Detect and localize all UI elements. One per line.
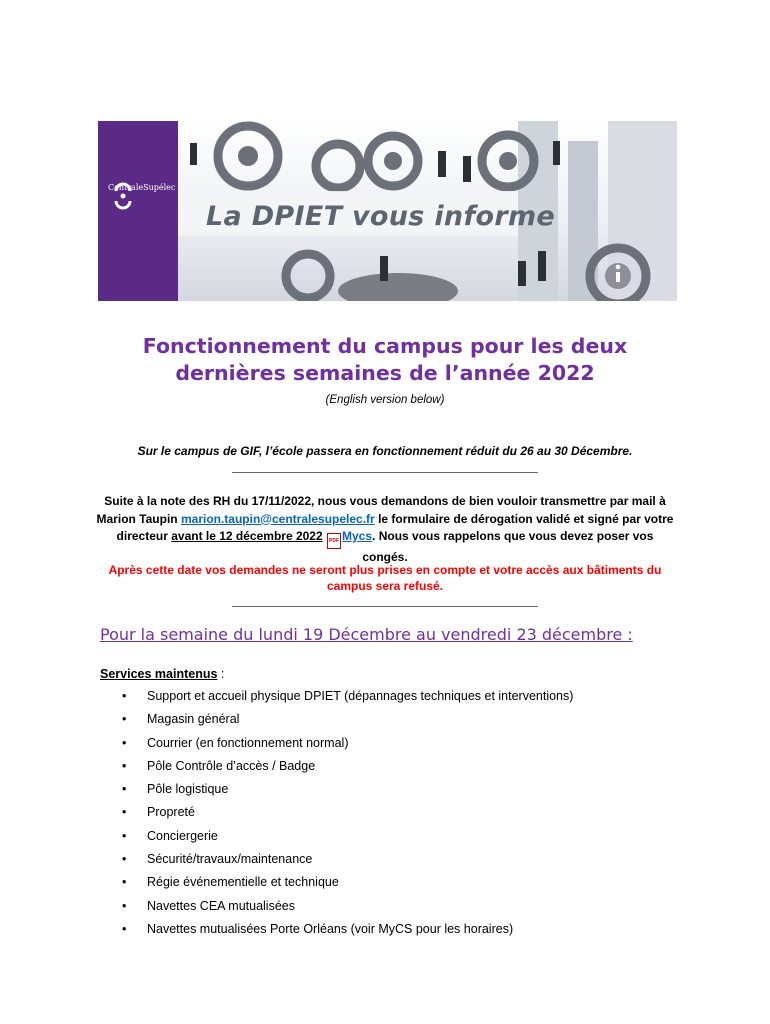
centralesupelec-logo <box>108 181 176 192</box>
week-heading: Pour la semaine du lundi 19 Décembre au vendredi 23 décembre : <box>100 625 633 644</box>
services-title: Services maintenus <box>100 667 218 681</box>
list-item-text: Pôle logistique <box>147 782 229 797</box>
list-item-text: Régie événementielle et technique <box>147 875 339 890</box>
deadline-date: avant le 12 décembre 2022 <box>171 529 323 543</box>
request-text-3: . Nous vous rappelons que vous devez poser vos congés. <box>362 529 654 564</box>
logo-icon <box>108 181 138 211</box>
list-item-text: Magasin général <box>147 712 240 727</box>
bullet-icon: • <box>122 735 127 750</box>
bullet-icon: • <box>122 898 127 913</box>
reduced-operation-notice: Sur le campus de GIF, l’école passera en fonctionnement réduit du 26 au 30 Décembre. <box>137 444 633 458</box>
list-item-text: Support et accueil physique DPIET (dépannages techniques et interventions) <box>147 689 574 703</box>
access-warning: Après cette date vos demandes ne seront plus prises en compte et votre accès aux bâtiments du campus sera refusé. <box>108 563 662 593</box>
bullet-icon: • <box>122 758 127 773</box>
info-icon <box>605 263 631 289</box>
list-item <box>122 828 573 851</box>
list-item <box>122 874 573 897</box>
logo-background <box>98 121 178 301</box>
list-item-text: Propreté <box>147 805 195 820</box>
bullet-icon: • <box>122 875 127 890</box>
services-list <box>122 688 573 944</box>
list-item <box>122 688 573 711</box>
request-text-1: Suite à la note des RH du 17/11/2022, nous vous demandons de bien vouloir transmettre par mail à Marion Taupin <box>96 494 666 526</box>
list-item <box>122 711 573 734</box>
english-version-note: (English version below) <box>325 394 445 406</box>
page-title <box>0 333 770 387</box>
bullet-icon: • <box>122 852 127 867</box>
list-item <box>122 781 573 804</box>
list-item <box>122 804 573 827</box>
title-line-2: dernières semaines de l’année 2022 <box>175 361 595 385</box>
list-item <box>122 851 573 874</box>
email-link[interactable]: marion.taupin@centralesupelec.fr <box>180 511 375 526</box>
header-banner <box>98 121 677 301</box>
bullet-icon: • <box>122 782 127 797</box>
list-item-text: Courrier (en fonctionnement normal) <box>147 735 349 750</box>
list-item-text: Navettes CEA mutualisées <box>147 898 295 913</box>
bullet-icon: • <box>122 828 127 843</box>
bullet-icon: • <box>122 805 127 820</box>
list-item <box>122 898 573 921</box>
request-text-2: le formulaire de dérogation validé et signé par votre directeur <box>116 511 674 543</box>
bullet-icon: • <box>122 712 127 727</box>
list-item-text: Navettes mutualisées Porte Orléans (voir MyCS pour les horaires) <box>147 921 514 936</box>
logo-text: CentraleSupélec <box>108 183 176 192</box>
banner-title: La DPIET vous informe <box>206 201 556 232</box>
list-item <box>122 735 573 758</box>
pdf-icon[interactable]: PDF <box>327 533 341 549</box>
derogation-request-paragraph <box>95 493 675 567</box>
title-line-1: Fonctionnement du campus pour les deux <box>142 334 628 358</box>
mycs-link[interactable]: Mycs <box>342 529 373 543</box>
list-item-text: Pôle Contrôle d’accès / Badge <box>147 758 316 773</box>
bullet-icon: • <box>122 689 127 703</box>
separator-line <box>232 606 538 607</box>
bullet-icon: • <box>122 921 127 936</box>
list-item <box>122 758 573 781</box>
separator-line <box>232 472 538 473</box>
list-item <box>122 921 573 944</box>
services-colon: : <box>217 667 225 681</box>
list-item-text: Sécurité/travaux/maintenance <box>147 852 313 867</box>
services-label <box>100 667 224 681</box>
list-item-text: Conciergerie <box>147 828 218 843</box>
